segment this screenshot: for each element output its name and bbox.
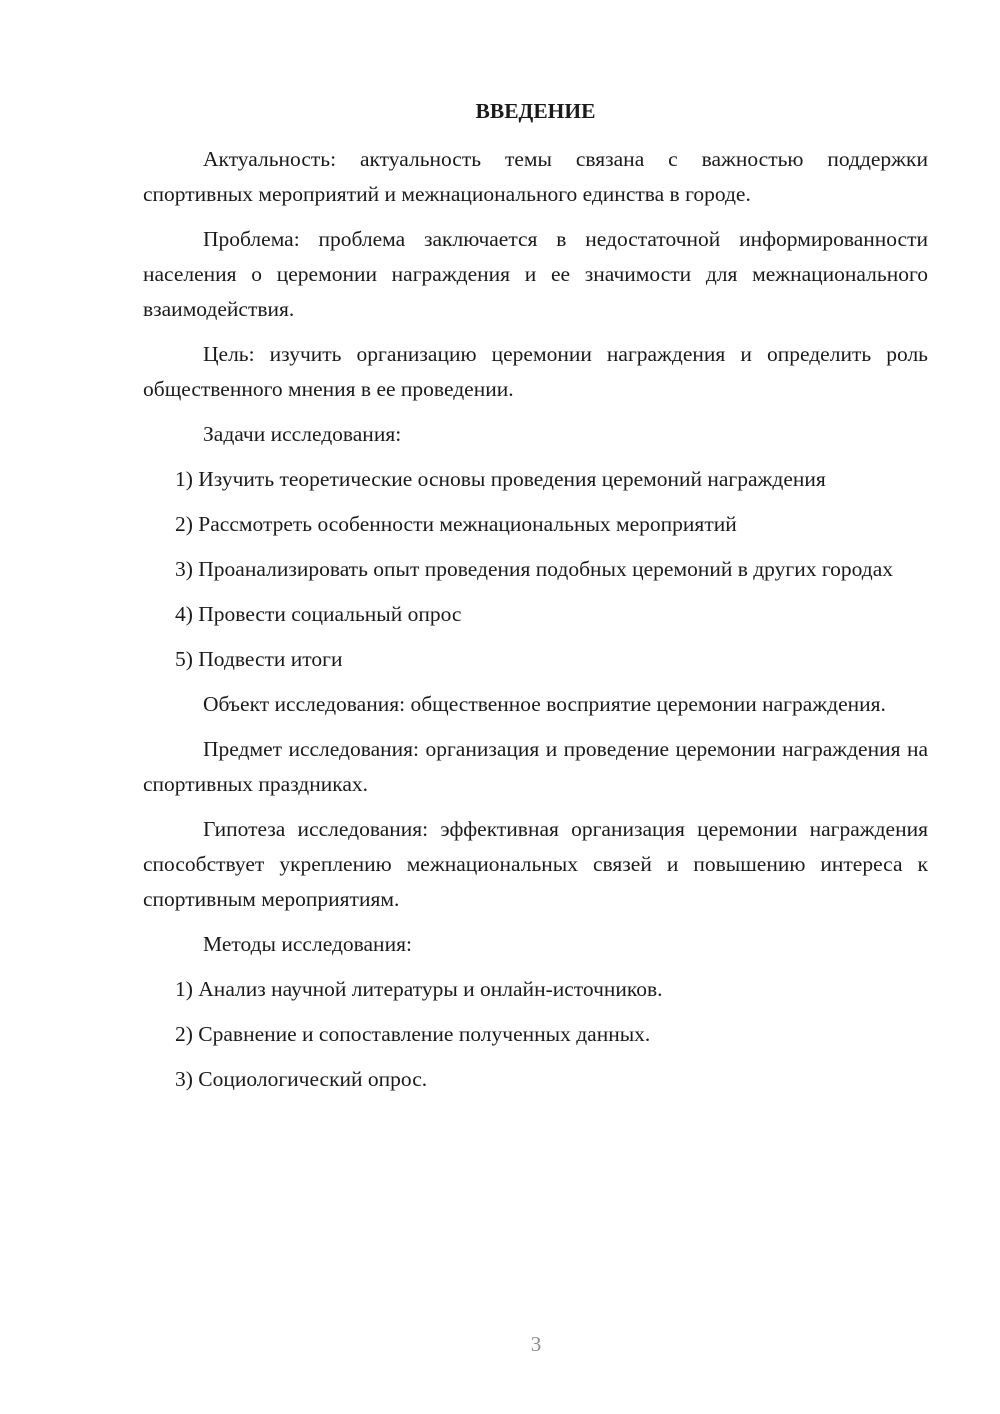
method-item-3: 3) Социологический опрос. (175, 1067, 428, 1091)
page-title: ВВЕДЕНИЕ (475, 99, 596, 123)
tasks-heading: Задачи исследования: (203, 422, 402, 446)
task-item-5: 5) Подвести итоги (175, 647, 343, 671)
task-item-1: 1) Изучить теоретические основы проведения церемоний награждения (175, 467, 826, 491)
subject-paragraph: Предмет исследования: организация и проведение церемонии награждения на спортивных праздниках. (143, 737, 928, 796)
task-item-4: 4) Провести социальный опрос (175, 602, 462, 626)
hypothesis-paragraph: Гипотеза исследования: эффективная организация церемонии награждения способствует укреплению межнациональных связей и повышению интереса к спортивным мероприятиям. (143, 817, 928, 911)
object-paragraph: Объект исследования: общественное восприятие церемонии награждения. (203, 692, 886, 716)
page-body (143, 96, 928, 1107)
page-number: 3 (530, 1332, 542, 1356)
task-item-3: 3) Проанализировать опыт проведения подобных церемоний в других городах (175, 557, 893, 581)
goal-paragraph: Цель: изучить организацию церемонии награждения и определить роль общественного мнения в ее проведении. (143, 342, 928, 401)
methods-heading: Методы исследования: (203, 932, 412, 956)
relevance-paragraph: Актуальность: актуальность темы связана с важностью поддержки спортивных мероприятий и межнационального единства в городе. (143, 147, 928, 206)
problem-paragraph: Проблема: проблема заключается в недостаточной информированности населения о церемонии награждения и ее значимости для межнационального взаимодействия. (143, 227, 928, 321)
method-item-2: 2) Сравнение и сопоставление полученных данных. (175, 1022, 651, 1046)
task-item-2: 2) Рассмотреть особенности межнациональных мероприятий (175, 512, 737, 536)
method-item-1: 1) Анализ научной литературы и онлайн-источников. (175, 977, 663, 1001)
